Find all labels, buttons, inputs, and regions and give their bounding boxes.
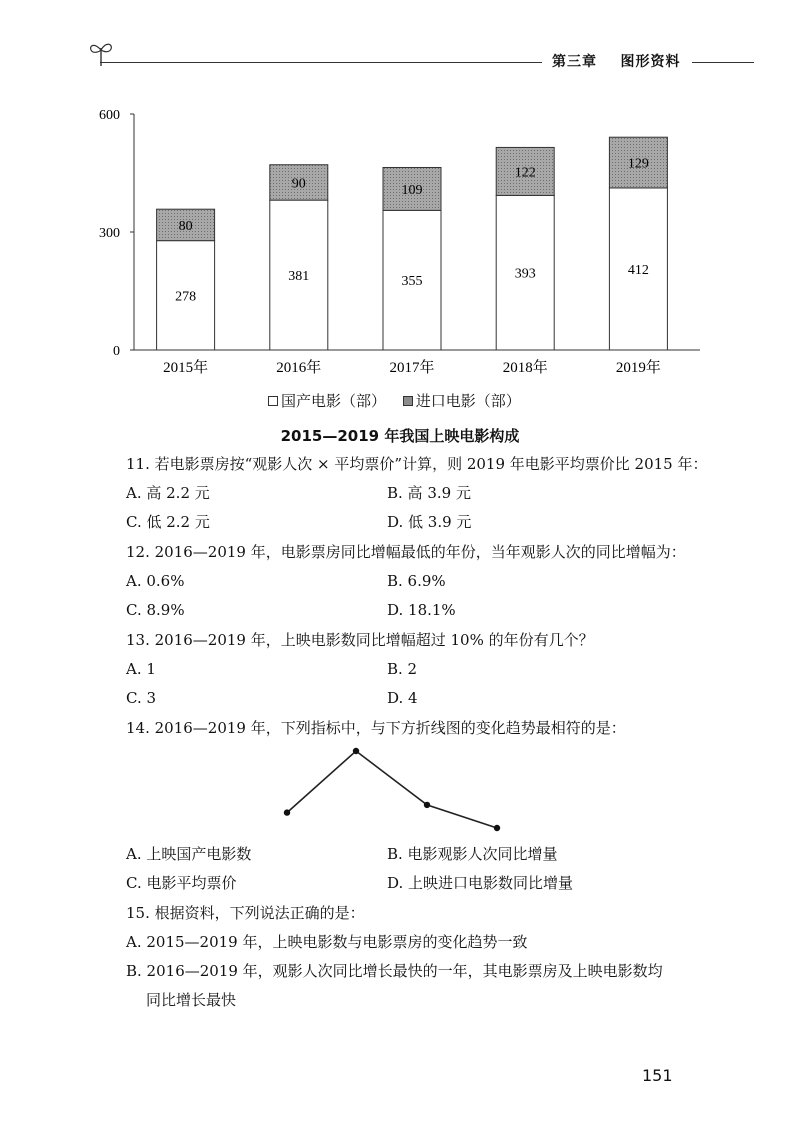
chart-title: 2015—2019 年我国上映电影构成 — [280, 427, 520, 445]
question-15-option-b-continued: 同比增长最快 — [146, 991, 237, 1009]
data-label-domestic: 355 — [401, 274, 423, 290]
y-tick-label: 300 — [99, 226, 120, 241]
question-12-option-a: A. 0.6% — [126, 572, 185, 590]
question-14-option-d: D. 上映进口电影数同比增量 — [387, 874, 574, 892]
x-tick-label: 2017年 — [389, 360, 435, 376]
question-12-option-d: D. 18.1% — [387, 601, 456, 619]
question-13-option-b: B. 2 — [387, 660, 418, 678]
x-tick-label: 2016年 — [276, 360, 322, 376]
question-12-option-c: C. 8.9% — [126, 601, 185, 619]
data-label-imported: 122 — [514, 165, 536, 181]
legend-item-domestic — [268, 390, 386, 411]
x-tick-label: 2019年 — [615, 360, 661, 376]
question-13-option-a: A. 1 — [126, 660, 156, 678]
data-label-imported: 109 — [401, 182, 423, 198]
trend-point — [353, 748, 359, 754]
header-section-label: 图形资料 — [620, 54, 681, 70]
header-chapter-label: 第三章 — [552, 54, 597, 70]
y-tick-label: 600 — [99, 108, 120, 123]
page-number: 151 — [642, 1066, 673, 1085]
question-13-option-c: C. 3 — [126, 689, 157, 707]
question-14-option-b: B. 电影观影人次同比增量 — [387, 845, 558, 863]
data-label-domestic: 412 — [627, 262, 649, 278]
question-15-option-b: B. 2016—2019 年，观影人次同比增长最快的一年，其电影票房及上映电影数均 — [126, 962, 663, 980]
legend-label-domestic: 国产电影（部） — [281, 392, 387, 410]
question-15-stem: 15. 根据资料，下列说法正确的是： — [126, 904, 365, 922]
legend-item-imported — [403, 390, 521, 411]
data-label-imported: 129 — [627, 156, 649, 172]
y-tick-label: 0 — [113, 344, 120, 359]
data-label-domestic: 381 — [288, 269, 310, 285]
question-13-stem: 13. 2016—2019 年，上映电影数同比增幅超过 10% 的年份有几个？ — [126, 631, 594, 649]
legend-swatch-imported — [403, 396, 413, 406]
question-13-option-d: D. 4 — [387, 689, 418, 707]
stacked-bar-chart — [0, 0, 800, 390]
trend-point — [424, 802, 430, 808]
question-14-option-c: C. 电影平均票价 — [126, 874, 237, 892]
trend-line-figure — [0, 740, 800, 840]
legend-swatch-domestic — [268, 396, 278, 406]
data-label-imported: 90 — [291, 176, 306, 192]
question-14-option-a: A. 上映国产电影数 — [126, 845, 252, 863]
question-14-stem: 14. 2016—2019 年，下列指标中，与下方折线图的变化趋势最相符的是： — [126, 719, 626, 737]
data-label-imported: 80 — [178, 218, 193, 234]
question-15-option-a: A. 2015—2019 年，上映电影数与电影票房的变化趋势一致 — [126, 933, 528, 951]
question-12-stem: 12. 2016—2019 年，电影票房同比增幅最低的年份，当年观影人次的同比增幅为： — [126, 543, 686, 561]
question-12-option-b: B. 6.9% — [387, 572, 446, 590]
trend-point — [494, 825, 500, 831]
legend-label-imported: 进口电影（部） — [415, 392, 521, 410]
trend-point — [284, 809, 290, 815]
question-11-option-b: B. 高 3.9 元 — [387, 484, 471, 502]
chart-legend — [268, 390, 533, 411]
trend-line — [287, 751, 497, 828]
data-label-domestic: 393 — [514, 266, 536, 282]
question-11-stem: 11. 若电影票房按“观影人次 × 平均票价”计算，则 2019 年电影平均票价比 2015 年： — [126, 455, 708, 473]
x-tick-label: 2018年 — [502, 360, 548, 376]
x-tick-label: 2015年 — [163, 360, 209, 376]
question-11-option-a: A. 高 2.2 元 — [126, 484, 210, 502]
data-label-domestic: 278 — [175, 289, 197, 305]
question-11-option-d: D. 低 3.9 元 — [387, 513, 472, 531]
question-11-option-c: C. 低 2.2 元 — [126, 513, 210, 531]
